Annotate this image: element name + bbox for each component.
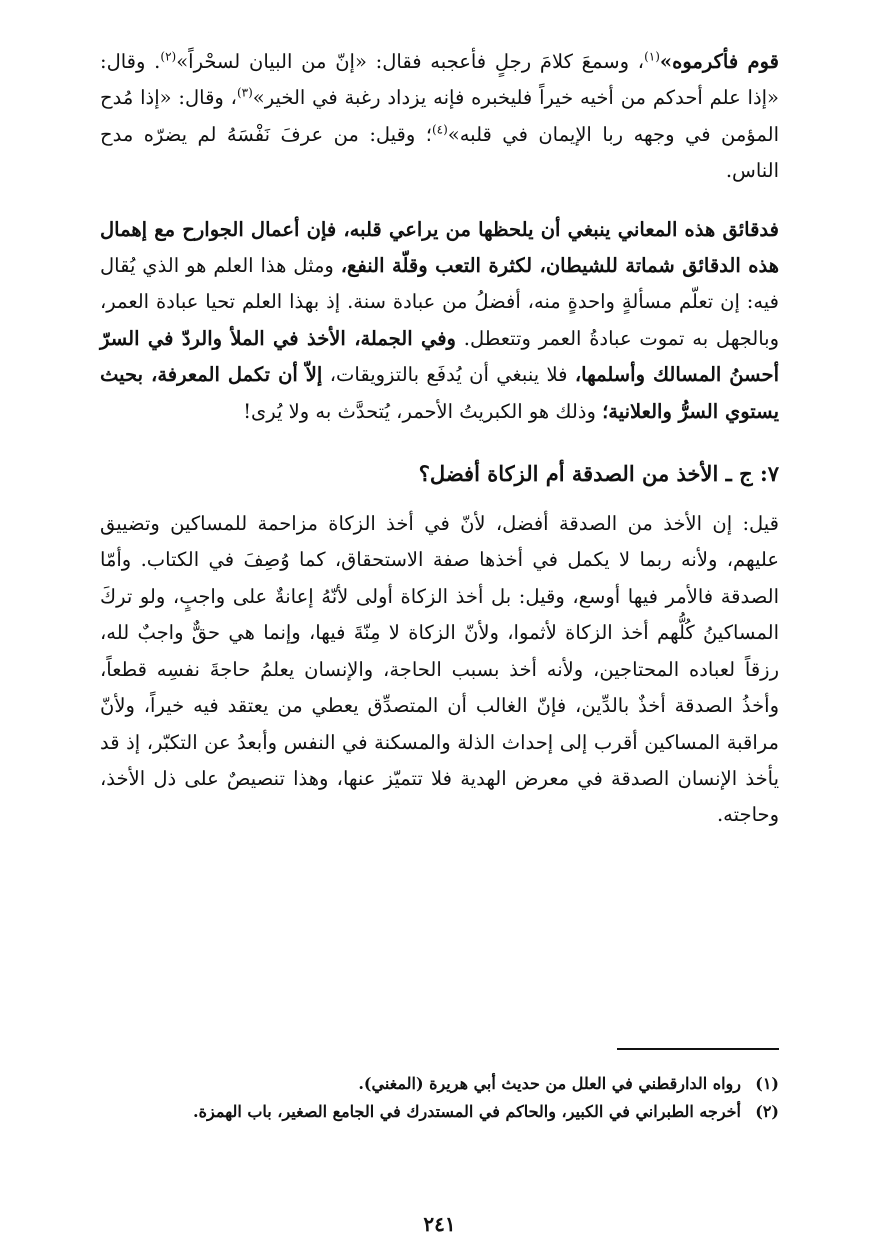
footnote-text: رواه الدارقطني في العلل من حديث أبي هريرة (المغني).	[358, 1074, 741, 1093]
footnote-ref-3: (٣)	[236, 85, 253, 100]
paragraph2-plain-1: ومثل هذا العلم هو الذي يُقال فيه: إن تعلّم مسألةٍ واحدةٍ منه، أفضلُ من عبادة سنة. إذ بهذا العلم تحيا عبادة العمر، وبالجهل به تموت عبادةُ العمر وتتعطل.	[100, 254, 779, 350]
footnote-ref-4: (٤)	[431, 122, 448, 137]
paragraph-hadith-praise	[100, 44, 779, 190]
paragraph2-plain-2: فلا ينبغي أن يُدفَع بالتزويقات،	[322, 363, 575, 387]
footnotes	[100, 1070, 779, 1126]
footnote-number: (٢)	[755, 1102, 779, 1121]
paragraph1-lead: قوم فأكرموه»	[659, 50, 779, 73]
paragraph1-text-d: ، وقال: «إذا مُدح المؤمن في وجهه ربا الإيمان في قلبه»	[100, 86, 779, 146]
footnote-ref-2: (٢)	[160, 49, 177, 64]
page-number: ٢٤١	[423, 1212, 456, 1236]
paragraph2-plain-3: وذلك هو الكبريتُ الأحمر، يُتحدَّث به ولا يُرى!	[243, 399, 603, 423]
paragraph1-text-c: . وقال: «إذا علم أحدكم من أخيه خيراً فليخبره فإنه يزداد رغبة في الخير»	[100, 50, 779, 110]
paragraph-zakat-vs-sadaqa: قيل: إن الأخذ من الصدقة أفضل، لأنّ في أخذ الزكاة مزاحمة للمساكين وتضييق عليهم، ولأنه ربما لا يكمل في أخذها صفة الاستحقاق، كما وُصِفَ في الكتاب. وأمّا الصدقة فالأمر فيها أوسع، وقيل: بل أخذ الزكاة أولى لأنّهُ إعانةٌ على واجبٍ، ولو تركَ المساكينُ كُلُّهم أخذ الزكاة لأثموا، ولأنّ الزكاة لا مِنّةَ فيها، وإنما هي حقٌّ واجبٌ لله، رزقاً لعباده المحتاجين، ولأنه أخذ بسبب الحاجة، والإنسان يعلمُ حاجةَ نفسِه قطعاً، وأخذُ الصدقة أخذٌ بالدِّين، فإنّ الغالب أن المتصدِّق يعطي من يعتقد فيه خيراً، ولأنّ مراقبة المساكين أقرب إلى إحداث الذلة والمسكنة في النفس وأبعدُ عن التكبّر، إذ قد يأخذ الإنسان الصدقة في معرض الهدية فلا تتميّز عنها، وهذا تنصيصٌ على ذل الأخذ، وحاجته.	[100, 512, 779, 827]
paragraph2-bold-1: فدقائق هذه المعاني ينبغي أن يلحظها من يراعي قلبه، فإن أعمال الجوارح مع إهمال هذه الدقائق شماتة للشيطان، لكثرة التعب وقلّة النفع،	[100, 217, 779, 278]
section-heading: ٧: ج ـ الأخذ من الصدقة أم الزكاة أفضل؟	[418, 461, 779, 487]
paragraph2-bold-2: وفي الجملة، الأخذ في الملأ والردّ في السرّ أحسنُ المسالك وأسلمها،	[100, 326, 779, 387]
paragraph-subtleties	[100, 212, 779, 430]
paragraph1-text-e: ؛ وقيل: من عرفَ نَفْسَهُ لم يضرّه مدح الناس.	[100, 122, 779, 183]
paragraph2-bold-3: إلاّ أن تكمل المعرفة، بحيث يستوي السرُّ والعلانية؛	[100, 363, 779, 423]
footnote-divider	[617, 1048, 779, 1050]
footnote-ref-1: (١)	[644, 49, 660, 64]
paragraph1-text-b: ، وسمعَ كلامَ رجلٍ فأعجبه فقال: «إنّ من البيان لسحْراً»	[176, 50, 645, 73]
footnote-text: أخرجه الطبراني في الكبير، والحاكم في المستدرك في الجامع الصغير، باب الهمزة.	[193, 1102, 741, 1121]
footnote-number: (١)	[755, 1074, 779, 1093]
footnote-item	[100, 1098, 779, 1126]
footnote-item	[100, 1070, 779, 1098]
book-page	[100, 40, 779, 1237]
